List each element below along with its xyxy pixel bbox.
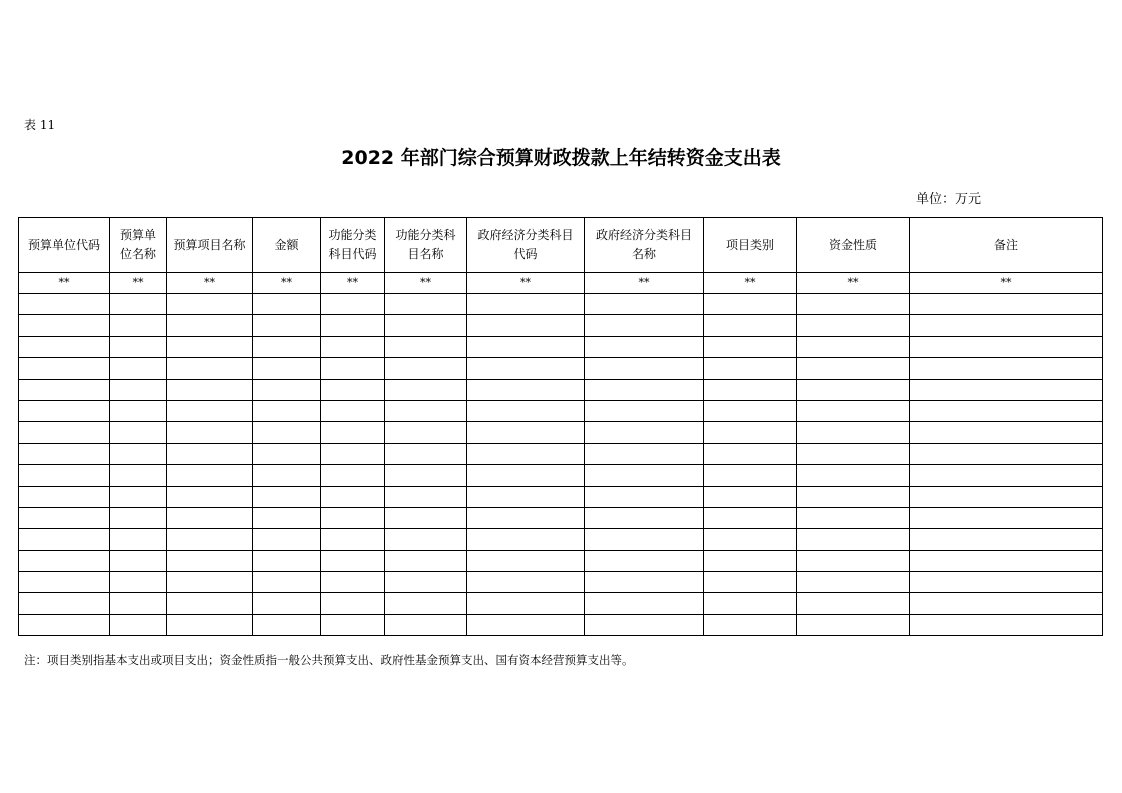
table-cell	[167, 422, 253, 443]
table-cell	[910, 486, 1103, 507]
table-cell	[19, 614, 110, 635]
table-row	[19, 422, 1103, 443]
table-cell	[385, 614, 467, 635]
column-header-label: 政府经济分类科目 代码	[477, 228, 574, 261]
table-cell	[253, 422, 321, 443]
table-cell	[704, 593, 797, 614]
table-cell	[167, 400, 253, 421]
table-cell	[19, 507, 110, 528]
table-row	[19, 507, 1103, 528]
table-cell	[110, 443, 167, 464]
table-cell	[19, 465, 110, 486]
table-cell	[253, 336, 321, 357]
marker-cell: **	[167, 273, 253, 294]
table-cell	[321, 400, 385, 421]
table-cell	[253, 593, 321, 614]
table-cell	[385, 529, 467, 550]
table-cell	[467, 507, 585, 528]
table-cell	[253, 400, 321, 421]
column-header	[585, 218, 704, 273]
table-cell	[704, 400, 797, 421]
table-cell	[19, 379, 110, 400]
table-cell	[167, 465, 253, 486]
column-header-label: 预算单 位名称	[119, 228, 156, 261]
table-cell	[321, 507, 385, 528]
table-cell	[585, 614, 704, 635]
table-cell	[910, 422, 1103, 443]
table-cell	[704, 486, 797, 507]
table-cell	[385, 315, 467, 336]
table-cell	[321, 465, 385, 486]
table-cell	[253, 614, 321, 635]
table-cell	[467, 486, 585, 507]
marker-cell: **	[910, 273, 1103, 294]
table-cell	[253, 529, 321, 550]
table-cell	[253, 550, 321, 571]
table-cell	[321, 593, 385, 614]
table-cell	[585, 507, 704, 528]
table-cell	[253, 465, 321, 486]
marker-cell: **	[704, 273, 797, 294]
table-cell	[385, 572, 467, 593]
table-cell	[467, 379, 585, 400]
table-cell	[797, 422, 910, 443]
column-header	[467, 218, 585, 273]
table-cell	[797, 614, 910, 635]
table-cell	[19, 443, 110, 464]
table-cell	[467, 529, 585, 550]
table-cell	[253, 379, 321, 400]
table-cell	[110, 336, 167, 357]
table-cell	[167, 572, 253, 593]
table-cell	[110, 358, 167, 379]
table-cell	[797, 400, 910, 421]
column-header-label: 项目类别	[725, 237, 774, 252]
table-cell	[321, 379, 385, 400]
column-header	[110, 218, 167, 273]
table-cell	[253, 507, 321, 528]
table-row	[19, 593, 1103, 614]
column-header-label: 政府经济分类科目 名称	[595, 228, 692, 261]
marker-cell: **	[19, 273, 110, 294]
table-cell	[110, 294, 167, 315]
table-cell	[321, 486, 385, 507]
table-cell	[321, 336, 385, 357]
table-cell	[704, 422, 797, 443]
table-cell	[797, 358, 910, 379]
table-cell	[797, 529, 910, 550]
table-cell	[321, 315, 385, 336]
table-cell	[110, 379, 167, 400]
table-cell	[910, 315, 1103, 336]
table-cell	[19, 400, 110, 421]
table-cell	[797, 593, 910, 614]
table-cell	[167, 358, 253, 379]
table-cell	[19, 294, 110, 315]
column-header-label: 预算项目名称	[173, 237, 246, 252]
table-cell	[321, 443, 385, 464]
table-cell	[910, 379, 1103, 400]
column-header	[321, 218, 385, 273]
footnote: 注：项目类别指基本支出或项目支出；资金性质指一般公共预算支出、政府性基金预算支出、国有资本经营预算支出等。	[24, 653, 634, 667]
table-cell	[110, 507, 167, 528]
table-cell	[585, 422, 704, 443]
table-cell	[467, 614, 585, 635]
column-header	[253, 218, 321, 273]
table-cell	[167, 486, 253, 507]
marker-cell: **	[585, 273, 704, 294]
table-cell	[585, 465, 704, 486]
table-cell	[797, 336, 910, 357]
table-cell	[910, 443, 1103, 464]
table-row	[19, 294, 1103, 315]
marker-cell: **	[385, 273, 467, 294]
table-cell	[385, 379, 467, 400]
table-cell	[385, 336, 467, 357]
table-cell	[910, 550, 1103, 571]
table-cell	[585, 315, 704, 336]
table-cell	[797, 443, 910, 464]
table-cell	[321, 572, 385, 593]
table-cell	[704, 529, 797, 550]
table-cell	[585, 486, 704, 507]
table-cell	[467, 400, 585, 421]
table-cell	[110, 593, 167, 614]
table-cell	[467, 336, 585, 357]
table-cell	[704, 465, 797, 486]
table-cell	[910, 507, 1103, 528]
table-header-row	[19, 218, 1103, 273]
table-cell	[467, 358, 585, 379]
marker-cell: **	[467, 273, 585, 294]
table-cell	[19, 336, 110, 357]
table-cell	[704, 550, 797, 571]
table-cell	[19, 593, 110, 614]
table-cell	[585, 336, 704, 357]
table-row	[19, 614, 1103, 635]
table-cell	[585, 572, 704, 593]
table-cell	[167, 550, 253, 571]
table-cell	[467, 593, 585, 614]
column-header	[797, 218, 910, 273]
table-cell	[167, 294, 253, 315]
table-row	[19, 572, 1103, 593]
table-cell	[385, 465, 467, 486]
table-cell	[110, 422, 167, 443]
table-cell	[797, 315, 910, 336]
table-cell	[585, 400, 704, 421]
column-header	[704, 218, 797, 273]
table-cell	[467, 294, 585, 315]
table-cell	[585, 529, 704, 550]
column-header-label: 金额	[274, 237, 299, 252]
table-cell	[19, 422, 110, 443]
table-cell	[585, 550, 704, 571]
table-cell	[910, 614, 1103, 635]
table-cell	[19, 529, 110, 550]
table-cell	[385, 400, 467, 421]
marker-row	[19, 273, 1103, 294]
table-cell	[110, 572, 167, 593]
column-header-label: 资金性质	[828, 237, 877, 252]
table-cell	[385, 550, 467, 571]
table-cell	[704, 358, 797, 379]
table-cell	[704, 315, 797, 336]
table-cell	[321, 550, 385, 571]
table-cell	[910, 593, 1103, 614]
table-cell	[385, 593, 467, 614]
table-cell	[910, 358, 1103, 379]
table-cell	[19, 315, 110, 336]
table-cell	[321, 614, 385, 635]
table-cell	[253, 315, 321, 336]
column-header-label: 功能分类 科目代码	[328, 228, 377, 261]
table-cell	[321, 358, 385, 379]
table-cell	[253, 572, 321, 593]
table-cell	[910, 294, 1103, 315]
table-cell	[797, 572, 910, 593]
table-cell	[704, 294, 797, 315]
table-cell	[321, 422, 385, 443]
table-cell	[253, 443, 321, 464]
table-cell	[110, 529, 167, 550]
marker-cell: **	[110, 273, 167, 294]
table-cell	[704, 336, 797, 357]
table-cell	[585, 593, 704, 614]
column-header	[910, 218, 1103, 273]
table-cell	[585, 294, 704, 315]
column-header	[19, 218, 110, 273]
budget-table	[18, 217, 1103, 636]
table-cell	[110, 465, 167, 486]
table-row	[19, 358, 1103, 379]
table-cell	[19, 550, 110, 571]
table-row	[19, 400, 1103, 421]
page-title: 2022 年部门综合预算财政拨款上年结转资金支出表	[341, 147, 781, 169]
table-cell	[467, 465, 585, 486]
table-cell	[797, 465, 910, 486]
table-cell	[110, 486, 167, 507]
table-row	[19, 443, 1103, 464]
table-cell	[167, 443, 253, 464]
table-cell	[385, 358, 467, 379]
table-cell	[585, 358, 704, 379]
table-cell	[253, 486, 321, 507]
table-cell	[167, 593, 253, 614]
table-cell	[110, 400, 167, 421]
table-cell	[167, 614, 253, 635]
column-header-label: 预算单位代码	[27, 237, 100, 252]
table-cell	[385, 443, 467, 464]
table-cell	[910, 465, 1103, 486]
marker-cell: **	[253, 273, 321, 294]
table-cell	[167, 336, 253, 357]
table-cell	[253, 358, 321, 379]
column-header-label: 备注	[993, 237, 1018, 252]
table-cell	[467, 443, 585, 464]
table-cell	[797, 486, 910, 507]
unit-label: 单位：万元	[916, 192, 982, 207]
table-cell	[253, 294, 321, 315]
table-cell	[704, 507, 797, 528]
table-cell	[110, 315, 167, 336]
table-cell	[110, 550, 167, 571]
table-cell	[910, 336, 1103, 357]
table-cell	[167, 379, 253, 400]
marker-cell: **	[797, 273, 910, 294]
column-header	[385, 218, 467, 273]
table-cell	[167, 507, 253, 528]
table-row	[19, 486, 1103, 507]
table-row	[19, 315, 1103, 336]
table-cell	[385, 294, 467, 315]
table-cell	[385, 486, 467, 507]
marker-cell: **	[321, 273, 385, 294]
table-row	[19, 336, 1103, 357]
table-cell	[704, 443, 797, 464]
table-cell	[321, 294, 385, 315]
column-header-label: 功能分类科 目名称	[395, 228, 456, 261]
table-cell	[19, 572, 110, 593]
table-cell	[385, 507, 467, 528]
table-cell	[704, 379, 797, 400]
table-cell	[704, 572, 797, 593]
table-cell	[797, 507, 910, 528]
table-cell	[167, 315, 253, 336]
table-cell	[467, 550, 585, 571]
table-cell	[910, 400, 1103, 421]
table-cell	[797, 550, 910, 571]
table-row	[19, 550, 1103, 571]
table-row	[19, 529, 1103, 550]
table-cell	[585, 443, 704, 464]
table-cell	[585, 379, 704, 400]
table-cell	[797, 294, 910, 315]
table-cell	[110, 614, 167, 635]
column-header	[167, 218, 253, 273]
table-cell	[167, 529, 253, 550]
table-cell	[467, 422, 585, 443]
table-row	[19, 465, 1103, 486]
table-cell	[797, 379, 910, 400]
table-cell	[467, 572, 585, 593]
table-cell	[910, 529, 1103, 550]
table-cell	[321, 529, 385, 550]
table-number: 表 11	[24, 118, 56, 132]
table-cell	[19, 486, 110, 507]
table-cell	[19, 358, 110, 379]
table-cell	[910, 572, 1103, 593]
table-cell	[467, 315, 585, 336]
table-row	[19, 379, 1103, 400]
table-cell	[385, 422, 467, 443]
table-cell	[704, 614, 797, 635]
